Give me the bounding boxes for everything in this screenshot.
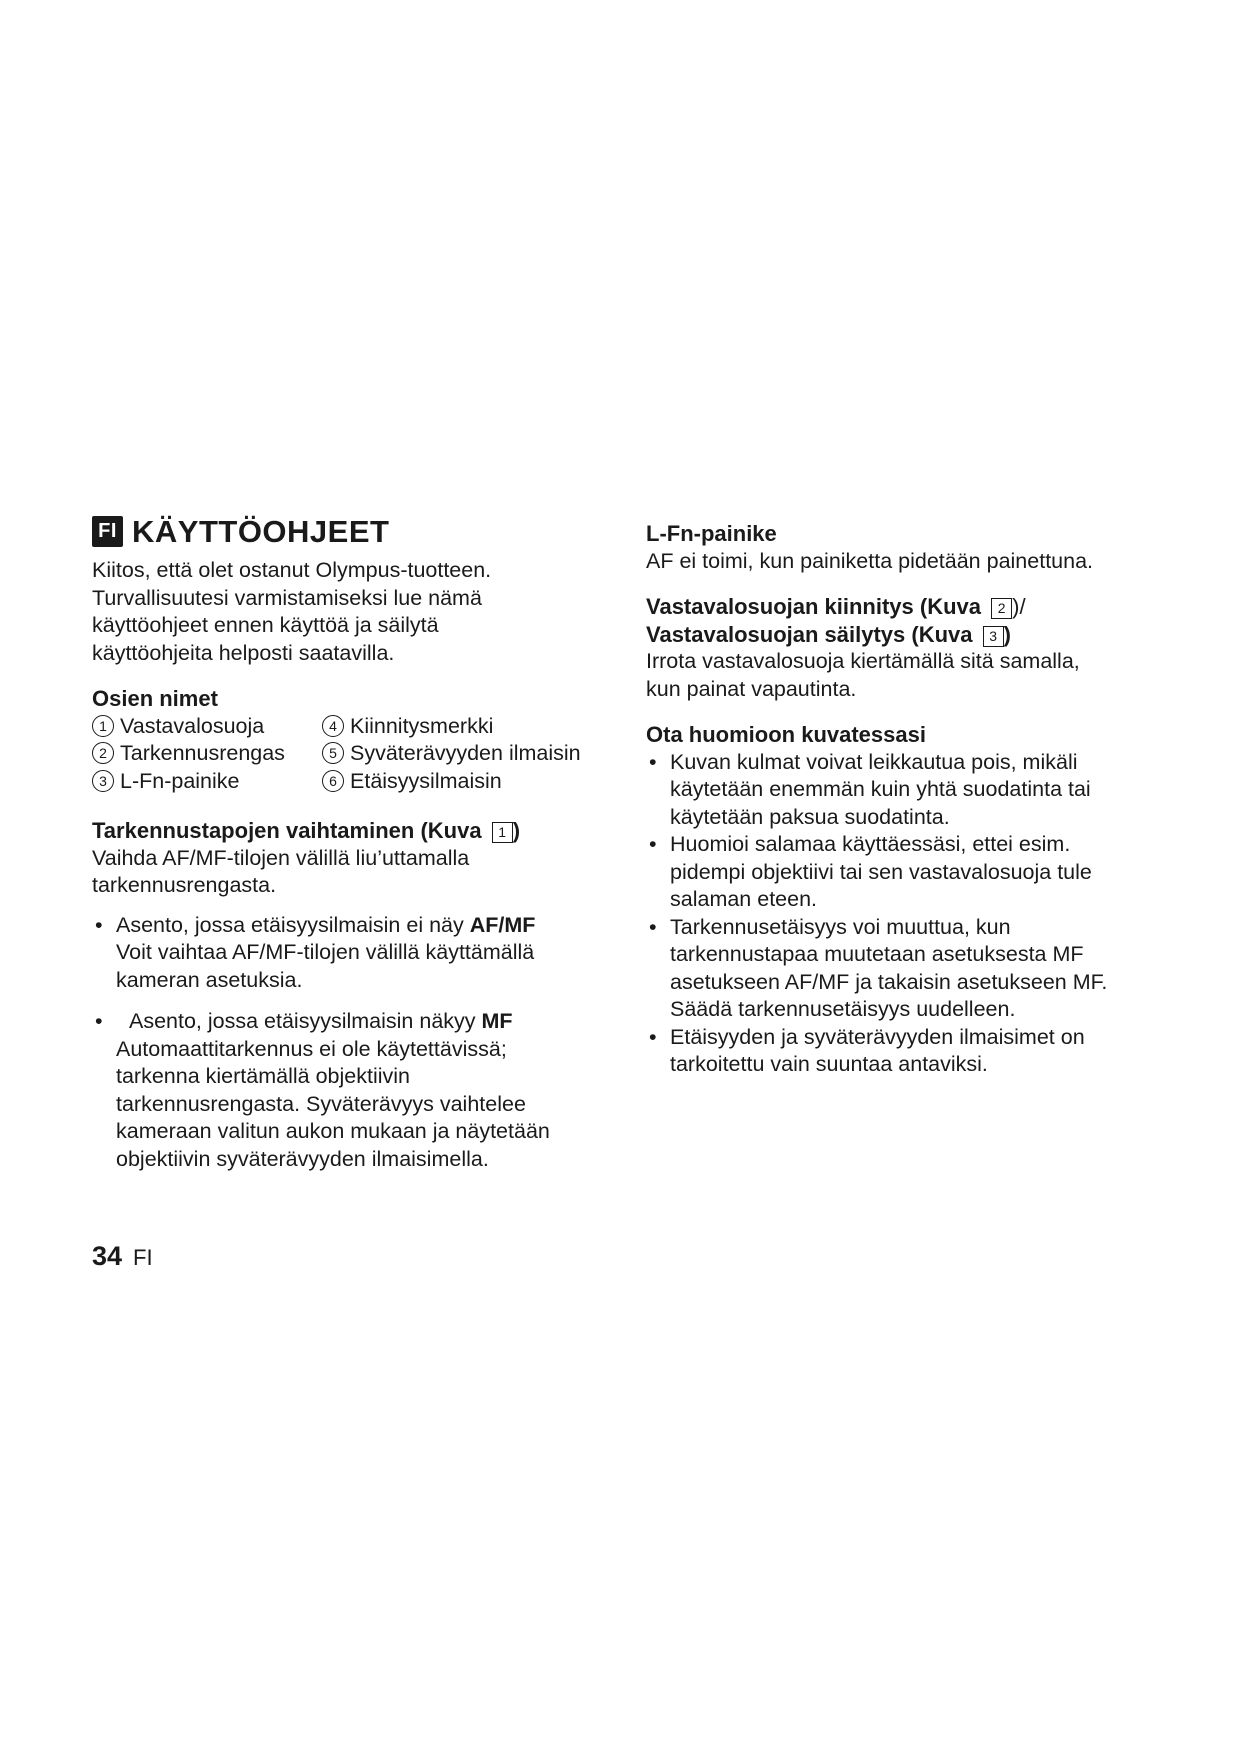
- list-item: [646, 1024, 1166, 1079]
- title-text: KÄYTTÖOHJEET: [132, 514, 390, 549]
- page-language: FI: [133, 1245, 153, 1270]
- note-line: Säädä tarkennusetäisyys uudelleen.: [670, 997, 1016, 1021]
- hood-body-line: kun painat vapautinta.: [646, 676, 857, 701]
- part-item: [92, 768, 322, 796]
- hood-heading-text: Vastavalosuojan kiinnitys (Kuva: [646, 594, 988, 619]
- part-item: [92, 713, 322, 741]
- bullet-line: kameran asetuksia.: [116, 967, 303, 992]
- circled-number-icon: 1: [92, 715, 114, 737]
- intro-line: Kiitos, että olet ostanut Olympus-tuotteen.: [92, 558, 492, 582]
- hood-heading-text: Vastavalosuojan säilytys (Kuva: [646, 621, 979, 647]
- focus-body-line: Vaihda AF/MF-tilojen välillä liu’uttamalla: [92, 845, 470, 870]
- notes-list: [646, 749, 1166, 1079]
- hood-body-line: Irrota vastavalosuoja kiertämällä sitä samalla,: [646, 649, 1080, 673]
- intro-line: Turvallisuutesi varmistamiseksi lue nämä: [92, 585, 482, 610]
- part-item: [322, 713, 612, 741]
- bullet-icon: •: [95, 1009, 103, 1033]
- part-item: [322, 768, 612, 796]
- part-label: Kiinnitysmerkki: [350, 713, 494, 738]
- bullet-line: kameraan valitun aukon mukaan ja näytetään: [116, 1119, 550, 1143]
- notes-heading: Ota huomioon kuvatessasi: [646, 722, 926, 747]
- bullet-line: tarkenna kiertämällä objektiivin: [116, 1064, 410, 1088]
- right-column: [646, 520, 1166, 1079]
- figure-number-icon: 2: [991, 598, 1012, 619]
- note-line: tarkoitettu vain suuntaa antaviksi.: [670, 1052, 988, 1076]
- bullet-icon: •: [649, 749, 657, 774]
- intro-line: käyttöohjeet ennen käyttöä ja säilytä: [92, 613, 439, 637]
- parts-list: [92, 713, 612, 796]
- hood-heading-close: ): [1003, 621, 1011, 647]
- language-badge-icon: FI: [92, 516, 123, 547]
- circled-number-icon: 3: [92, 770, 114, 792]
- circled-number-icon: 5: [322, 742, 344, 764]
- focus-body-line: tarkennusrengasta.: [92, 873, 277, 897]
- lfn-body: AF ei toimi, kun painiketta pidetään painettuna.: [646, 548, 1094, 573]
- note-line: käytetään enemmän kuin yhtä suodatinta tai: [670, 777, 1091, 801]
- part-label: Vastavalosuoja: [120, 713, 265, 738]
- note-line: salaman eteen.: [670, 887, 818, 911]
- part-label: Tarkennusrengas: [120, 741, 285, 765]
- bullet-mode: AF/MF: [469, 912, 536, 937]
- parts-heading: Osien nimet: [92, 686, 218, 711]
- note-line: Etäisyyden ja syväterävyyden ilmaisimet on: [670, 1024, 1085, 1049]
- note-line: Tarkennusetäisyys voi muuttua, kun: [670, 914, 1011, 939]
- page-number: 34: [92, 1241, 123, 1271]
- note-line: tarkennustapaa muutetaan asetuksesta MF: [670, 942, 1084, 966]
- note-line: käytetään paksua suodatinta.: [670, 804, 950, 829]
- list-item: [92, 1008, 612, 1173]
- part-label: Etäisyysilmaisin: [350, 768, 502, 793]
- bullet-icon: •: [649, 832, 657, 856]
- focus-heading: [92, 817, 612, 845]
- list-item: [646, 749, 1166, 832]
- part-item: [92, 740, 322, 768]
- bullet-icon: •: [649, 914, 657, 939]
- bullet-line: Automaattitarkennus ei ole käytettävissä;: [116, 1036, 507, 1061]
- page-title: [92, 516, 612, 547]
- bullet-mode: MF: [481, 1009, 513, 1033]
- list-item: [646, 914, 1166, 1024]
- note-line: pidempi objektiivi tai sen vastavalosuoja tule: [670, 859, 1092, 884]
- circled-number-icon: 2: [92, 742, 114, 764]
- bullet-line: objektiivin syväterävyyden ilmaisimella.: [116, 1146, 489, 1171]
- part-label: L-Fn-painike: [120, 768, 240, 793]
- intro-line: käyttöohjeita helposti saatavilla.: [92, 640, 395, 665]
- bullet-line: Voit vaihtaa AF/MF-tilojen välillä käyttämällä: [116, 940, 535, 964]
- focus-heading-text: Tarkennustapojen vaihtaminen (Kuva: [92, 818, 488, 843]
- hood-heading: [646, 621, 1166, 649]
- part-item: [322, 740, 612, 768]
- intro-paragraph: [92, 557, 612, 667]
- left-column: [92, 516, 612, 1173]
- note-line: asetukseen AF/MF ja takaisin asetukseen MF.: [670, 969, 1108, 994]
- bullet-icon: •: [649, 1024, 657, 1049]
- page-footer: [92, 1241, 153, 1272]
- note-line: Kuvan kulmat voivat leikkautua pois, mikäli: [670, 749, 1078, 774]
- list-item: [646, 831, 1166, 914]
- focus-bullets: [92, 912, 612, 1174]
- focus-heading-close: ): [512, 818, 521, 843]
- bullet-lead: Asento, jossa etäisyysilmaisin ei näy: [116, 912, 470, 937]
- note-line: Huomioi salamaa käyttäessäsi, ettei esim.: [670, 832, 1071, 856]
- bullet-line: tarkennusrengasta. Syväterävyys vaihtelee: [116, 1091, 526, 1116]
- hood-heading: [646, 593, 1166, 621]
- hood-heading-close: )/: [1012, 594, 1026, 619]
- bullet-lead: Asento, jossa etäisyysilmaisin näkyy: [129, 1009, 482, 1033]
- list-item: [92, 912, 612, 995]
- circled-number-icon: 4: [322, 715, 344, 737]
- bullet-icon: •: [95, 912, 103, 937]
- circled-number-icon: 6: [322, 770, 344, 792]
- figure-number-icon: 3: [983, 626, 1004, 647]
- figure-number-icon: 1: [492, 822, 513, 843]
- part-label: Syväterävyyden ilmaisin: [350, 741, 581, 765]
- lfn-heading: L-Fn-painike: [646, 521, 777, 546]
